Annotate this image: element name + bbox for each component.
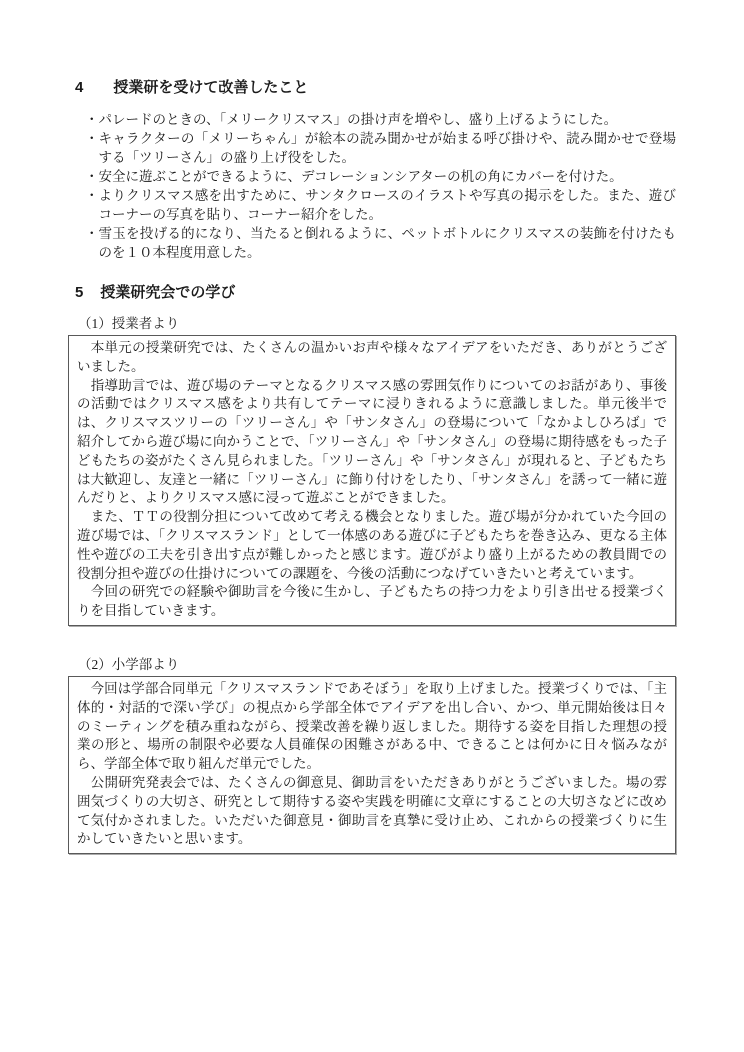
paragraph: また、ＴＴの役割分担について改めて考える機会となりました。遊び場が分かれていた今回の遊び場では、「クリスマスランド」として一体感のある遊びに子どもたちを巻き込み、更なる主体性や遊びの工夫を引き出す点が難しかったと感じます。遊びがより盛り上がるための教員間での役割分担や遊びの仕掛けについての課題を、今後の活動につなげていきたいと考えています。: [77, 509, 667, 581]
bullet-marker: ・: [85, 226, 99, 241]
section5-title: 授業研究会での学び: [100, 284, 236, 301]
bullet-text: 雪玉を投げる的になり、当たると倒れるように、ペットボトルにクリスマスの装飾を付けたものを１０本程度用意した。: [98, 226, 676, 260]
bullet-text: パレードのときの、「メリークリスマス」の掛け声を増やし、盛り上げるようにした。: [98, 112, 618, 127]
paragraph: 本単元の授業研究では、たくさんの温かいお声や様々なアイデアをいただき、ありがとうございました。: [77, 340, 667, 374]
bullet-text: 安全に遊ぶことができるように、デコレーションシアターの机の角にカバーを付けた。: [98, 169, 623, 184]
bullet-marker: ・: [85, 169, 99, 184]
list-item: [85, 129, 676, 167]
paragraph: 指導助言では、遊び場のテーマとなるクリスマス感の雰囲気作りについてのお話があり、事後の活動ではクリスマス感をより共有してテーマに浸りきれるように意識しました。単元後半では、クリスマスツリーの「ツリーさん」や「サンタさん」の登場について「なかよしひろば」で紹介してから遊び場に向かうことで、「ツリーさん」や「サンタさん」の登場に期待感をもった子どもたちの姿がたくさん見られました。「ツリーさん」や「サンタさん」が現れると、子どもたちは大歓迎し、友達と一緒に「ツリーさん」に飾り付けをしたり、「サンタさん」を誘って一緒に遊んだりと、よりクリスマス感に浸って遊ぶことができました。: [77, 377, 667, 506]
section4-title: 授業研を受けて改善したこと: [113, 79, 309, 96]
improvements-bullet-list: [85, 110, 676, 262]
bullet-marker: ・: [85, 131, 99, 146]
teacher-comment-box: [68, 335, 676, 626]
section4-number: 4: [75, 79, 84, 96]
paragraph: 公開研究発表会では、たくさんの御意見、御助言をいただきありがとうございました。場の雰囲気づくりの大切さ、研究として期待する姿や実践を明確に文章にすることの大切さなどに改めて気付かされました。いただいた御意見・御助言を真摯に受け止め、これからの授業づくりに生かしていきたいと思います。: [77, 774, 667, 847]
bullet-marker: ・: [85, 112, 99, 127]
list-item: [85, 167, 676, 186]
section4-heading: [75, 78, 676, 97]
paragraph: 今回は学部合同単元「クリスマスランドであそぼう」を取り上げました。授業づくりでは、「主体的・対話的で深い学び」の視点から学部全体でアイデアを出し合い、かつ、単元開始後は日々のミーティングを積み重ねながら、授業改善を繰り返しました。期待する姿を目指した理想の授業の形と、場所の制限や必要な人員確保の困難さがある中、できることは何かに日々悩みながら、学部全体で取り組んだ単元でした。: [77, 680, 667, 772]
list-item: [85, 224, 676, 262]
paragraph: 今回の研究での経験や御助言を今後に生かし、子どもたちの持つ力をより引き出せる授業づくりを目指していきます。: [77, 584, 667, 619]
list-item: [85, 186, 676, 224]
subsection2-label: （2）小学部より: [78, 656, 180, 672]
bullet-text: キャラクターの「メリーちゃん」が絵本の読み聞かせが始まる呼び掛けや、読み聞かせで登場する「ツリーさん」の盛り上げ役をした。: [98, 131, 676, 165]
elementary-dept-comment-box: [68, 676, 676, 854]
subsection1-label: （1）授業者より: [78, 316, 180, 331]
bullet-text: よりクリスマス感を出すために、サンタクロースのイラストや写真の掲示をした。また、遊びコーナーの写真を貼り、コーナー紹介をした。: [98, 188, 676, 222]
section5-heading: [75, 283, 676, 302]
bullet-marker: ・: [85, 188, 99, 203]
list-item: [85, 110, 676, 129]
page-content: [68, 78, 676, 854]
section5-number: 5: [75, 284, 84, 301]
